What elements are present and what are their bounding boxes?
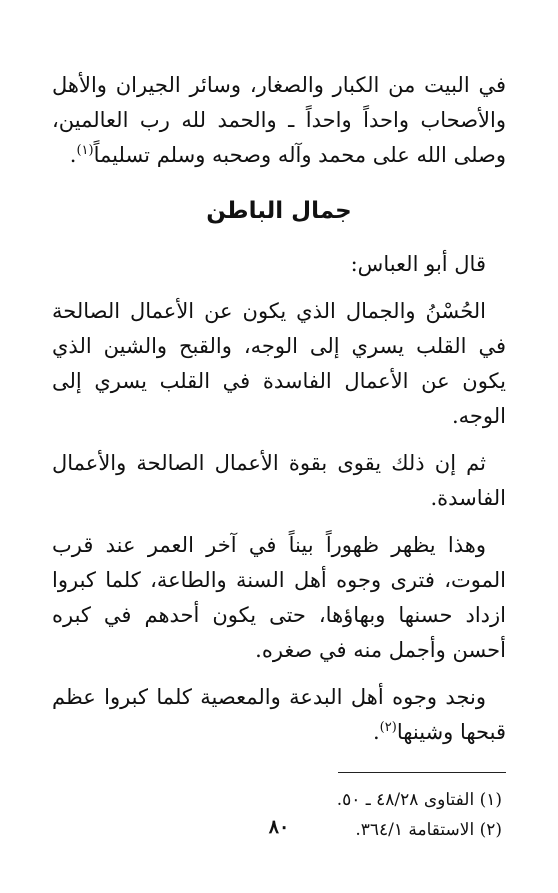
paragraph-4 — [52, 680, 506, 750]
speaker-line: قال أبو العباس: — [350, 252, 486, 276]
paragraph-2: ثم إن ذلك يقوى بقوة الأعمال الصالحة والأعمال الفاسدة. — [52, 451, 506, 510]
paragraph-4-text: ونجد وجوه أهل البدعة والمعصية كلما كبروا عظم قبحها وشينها — [52, 685, 506, 744]
page-body — [52, 68, 506, 868]
footnote-2: (٢) الاستقامة ٣٦٤/١. — [355, 820, 502, 840]
opening-text: في البيت من الكبار والصغار، وسائر الجيران والأهل والأصحاب واحداً واحداً ـ والحمد لله رب العالمين، وصلى الله على محمد وآله وصحبه وسلم تسليماً — [52, 73, 506, 167]
paragraph-4-end: . — [372, 720, 380, 744]
section-heading: جمال الباطن — [206, 198, 352, 224]
opening-end: . — [69, 143, 77, 167]
footnote-ref-2[interactable]: (٢) — [379, 720, 397, 735]
page-number: ٨٠ — [268, 816, 290, 838]
footnote-1: (١) الفتاوى ٤٨/٢٨ ـ ٥٠. — [336, 790, 502, 810]
footnote-divider — [338, 772, 506, 773]
paragraph-3: وهذا يظهر ظهوراً بيناً في آخر العمر عند قرب الموت، فترى وجوه أهل السنة والطاعة، كلما كبروا ازداد حسنها وبهاؤها، حتى يكون أحدهم في كبره أحسن وأجمل منه في صغره. — [52, 533, 506, 662]
paragraph-1: الحُسْنُ والجمال الذي يكون عن الأعمال الصالحة في القلب يسري إلى الوجه، والقبح والشين الذي يكون عن الأعمال الفاسدة في القلب يسري إلى الوجه. — [52, 299, 506, 428]
opening-paragraph — [52, 68, 506, 173]
footnote-ref-1[interactable]: (١) — [76, 143, 94, 158]
